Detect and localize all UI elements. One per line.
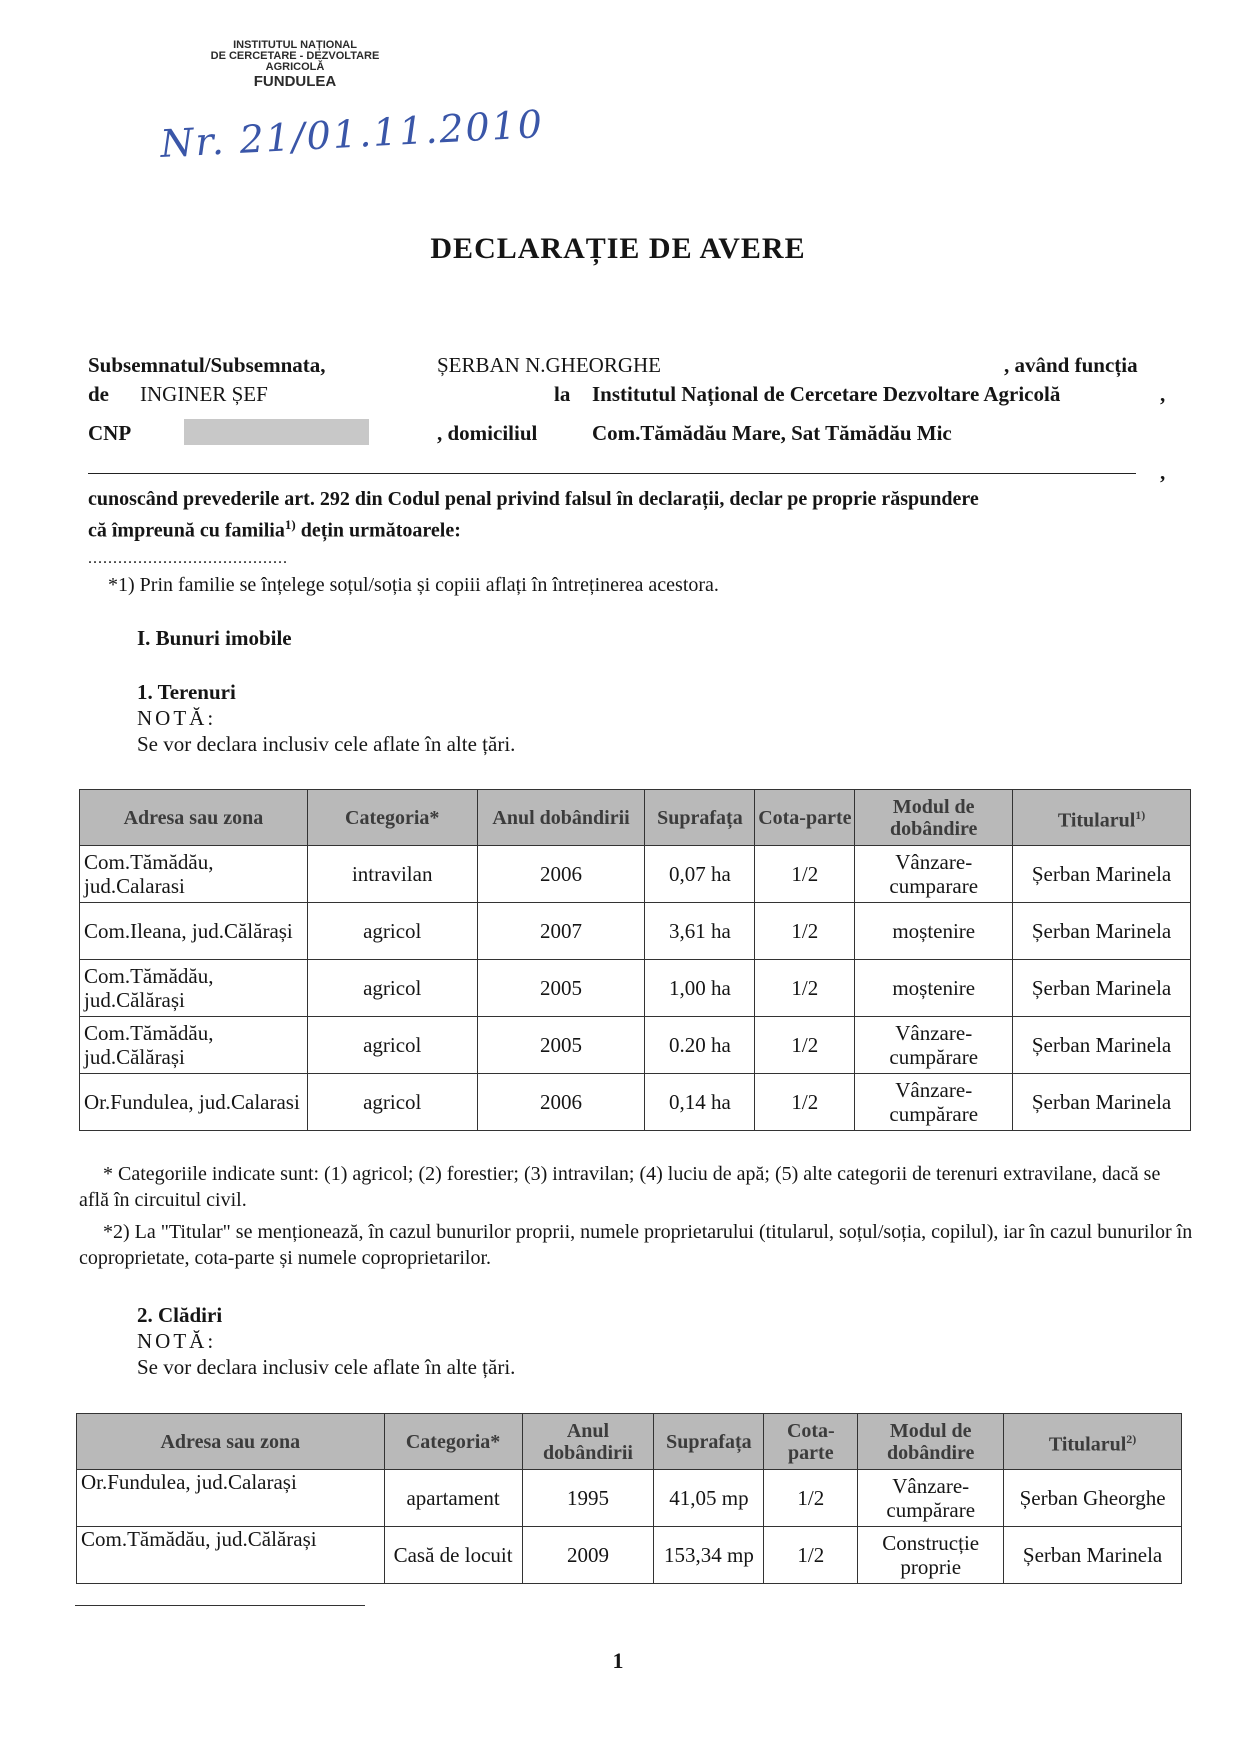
cell-acquisition: Vânzare-cumpărare <box>858 1470 1004 1527</box>
stamp-line-3: AGRICOLĂ <box>265 61 325 73</box>
land-table-header <box>80 790 1191 846</box>
de-label: de <box>88 382 109 406</box>
domiciliul-label: , domiciliul <box>437 421 538 445</box>
col-header-category: Categoria* <box>307 790 477 846</box>
subsemnatul-label: Subsemnatul/Subsemnata, <box>88 353 326 377</box>
col-header-owner-label: Titularul <box>1057 809 1136 832</box>
cell-category: agricol <box>307 960 477 1017</box>
cell-address: Com.Tămădău, jud.Călărași <box>80 1017 308 1074</box>
stamp-line-4: FUNDULEA <box>253 73 337 90</box>
col-header-acquisition: Modul de dobândire <box>855 790 1013 846</box>
declaration-line-2a: că împreună cu familia <box>88 519 285 542</box>
col-header-area: Suprafața <box>645 790 755 846</box>
cell-address: Com.Tămădău, jud.Călărași <box>80 960 308 1017</box>
nota-text-2: Se vor declara inclusiv cele aflate în alte țări. <box>137 1355 516 1379</box>
subsection-cladiri: 2. Clădiri <box>137 1303 223 1327</box>
cell-owner: Șerban Marinela <box>1013 1017 1191 1074</box>
building-table <box>76 1413 1182 1584</box>
institution-value: Institutul Național de Cercetare Dezvoltare Agricolă <box>592 382 1061 406</box>
col-header-year: Anul dobândirii <box>522 1414 654 1470</box>
col-header-year: Anul dobândirii <box>477 790 645 846</box>
cell-share: 1/2 <box>755 960 855 1017</box>
cell-address: Or.Fundulea, jud.Calarasi <box>80 1074 308 1131</box>
cell-share: 1/2 <box>755 846 855 903</box>
cell-year: 2007 <box>477 903 645 960</box>
titular-note: *2) La "Titular" se menționează, în cazul bunurilor proprii, numele proprietarului (titularul, soțul/soția, copilul), iar în cazul bunurilor în coproprietate, cota-parte și numele coproprietarilor. <box>79 1221 1193 1269</box>
table-row <box>80 1074 1191 1131</box>
declaration-line-2 <box>88 512 1168 544</box>
cell-year: 2006 <box>477 846 645 903</box>
categories-note: * Categoriile indicate sunt: (1) agricol; (2) forestier; (3) intravilan; (4) luciu de apă; (5) alte categorii de terenuri extravilane, dacă se află în circuitul civil. <box>79 1163 1161 1211</box>
cell-address: Com.Tămădău, jud.Călărași <box>77 1527 385 1584</box>
cell-share: 1/2 <box>764 1470 858 1527</box>
cell-area: 0.20 ha <box>645 1017 755 1074</box>
cell-address: Com.Ileana, jud.Călărași <box>80 903 308 960</box>
col-header-acquisition: Modul de dobândire <box>858 1414 1004 1470</box>
cell-owner: Șerban Marinela <box>1013 846 1191 903</box>
cell-acquisition: Vânzare-cumparare <box>855 846 1013 903</box>
table-row <box>80 903 1191 960</box>
cell-area: 0,07 ha <box>645 846 755 903</box>
cnp-redacted-field <box>184 419 369 445</box>
stamp-line-1: INSTITUTUL NAȚIONAL <box>233 39 357 51</box>
land-table <box>79 789 1191 1131</box>
table-row <box>77 1470 1182 1527</box>
stamp-line-2: DE CERCETARE - DEZVOLTARE <box>210 50 380 62</box>
cell-share: 1/2 <box>755 903 855 960</box>
cell-year: 2006 <box>477 1074 645 1131</box>
divider-line <box>88 473 1136 474</box>
address-value: Com.Tămădău Mare, Sat Tămădău Mic <box>592 421 952 445</box>
la-label: la <box>554 382 571 406</box>
cell-owner: Șerban Marinela <box>1013 960 1191 1017</box>
cell-acquisition: moștenire <box>855 903 1013 960</box>
nota-label-1: NOTĂ: <box>137 706 217 730</box>
cell-acquisition: Construcție proprie <box>858 1527 1004 1584</box>
cell-category: agricol <box>307 1074 477 1131</box>
table-row <box>77 1527 1182 1584</box>
cnp-label: CNP <box>88 421 132 445</box>
col-header-share: Cota-parte <box>764 1414 858 1470</box>
registration-number: Nr. 21/01.11.2010 <box>159 101 546 167</box>
cell-category: agricol <box>307 1017 477 1074</box>
cell-acquisition: Vânzare-cumpărare <box>855 1074 1013 1131</box>
cell-year: 1995 <box>522 1470 654 1527</box>
cell-area: 0,14 ha <box>645 1074 755 1131</box>
col-header-address: Adresa sau zona <box>80 790 308 846</box>
page-title: DECLARAȚIE DE AVERE <box>430 232 806 265</box>
footnote-divider <box>75 1605 365 1606</box>
declaration-line-2b: dețin următoarele: <box>295 519 461 542</box>
cell-address: Or.Fundulea, jud.Calarași <box>77 1470 385 1527</box>
owner-sup: 2) <box>1126 1431 1137 1446</box>
cell-category: agricol <box>307 903 477 960</box>
owner-sup: 1) <box>1135 807 1146 822</box>
table-row <box>80 846 1191 903</box>
cell-area: 3,61 ha <box>645 903 755 960</box>
institution-stamp <box>180 40 410 90</box>
cell-year: 2005 <box>477 960 645 1017</box>
cell-category: intravilan <box>307 846 477 903</box>
table-row <box>80 1017 1191 1074</box>
footnote-sup: 1) <box>284 517 296 532</box>
col-header-address: Adresa sau zona <box>77 1414 385 1470</box>
cell-share: 1/2 <box>755 1017 855 1074</box>
avand-functia-label: , având funcția <box>1004 353 1138 377</box>
cell-acquisition: moștenire <box>855 960 1013 1017</box>
cell-acquisition: Vânzare-cumpărare <box>855 1017 1013 1074</box>
col-header-share: Cota-parte <box>755 790 855 846</box>
cell-area: 153,34 mp <box>654 1527 764 1584</box>
declaration-line-1: cunoscând prevederile art. 292 din Codul penal privind falsul în declarații, declar pe proprie răspundere <box>88 488 979 510</box>
col-header-owner-label: Titularul <box>1048 1433 1127 1456</box>
cell-owner: Șerban Gheorghe <box>1004 1470 1182 1527</box>
family-footnote: *1) Prin familie se înțelege soțul/soția și copiii aflați în întreținerea acestora. <box>108 574 719 596</box>
cell-owner: Șerban Marinela <box>1013 903 1191 960</box>
cell-share: 1/2 <box>764 1527 858 1584</box>
cell-share: 1/2 <box>755 1074 855 1131</box>
cell-owner: Șerban Marinela <box>1004 1527 1182 1584</box>
col-header-category: Categoria* <box>384 1414 522 1470</box>
cell-owner: Șerban Marinela <box>1013 1074 1191 1131</box>
page-number: 1 <box>612 1648 624 1673</box>
cell-address: Com.Tămădău, jud.Calarasi <box>80 846 308 903</box>
section-heading-imobile: I. Bunuri imobile <box>137 626 292 650</box>
declarant-name: ȘERBAN N.GHEORGHE <box>437 353 662 377</box>
nota-label-2: NOTĂ: <box>137 1329 217 1353</box>
cell-category: apartament <box>384 1470 522 1527</box>
col-header-owner <box>1013 790 1191 846</box>
table-row <box>80 960 1191 1017</box>
cell-category: Casă de locuit <box>384 1527 522 1584</box>
col-header-area: Suprafața <box>654 1414 764 1470</box>
cell-year: 2009 <box>522 1527 654 1584</box>
col-header-owner <box>1004 1414 1182 1470</box>
building-table-header <box>77 1414 1182 1470</box>
subsection-terenuri: 1. Terenuri <box>137 680 236 704</box>
comma-mark: , <box>1160 382 1166 406</box>
trailing-comma: , <box>1160 460 1166 484</box>
nota-text-1: Se vor declara inclusiv cele aflate în alte țări. <box>137 732 516 756</box>
cell-area: 1,00 ha <box>645 960 755 1017</box>
dotted-separator: ........................................ <box>88 550 288 567</box>
cell-area: 41,05 mp <box>654 1470 764 1527</box>
function-value: INGINER ȘEF <box>140 382 268 406</box>
cell-year: 2005 <box>477 1017 645 1074</box>
